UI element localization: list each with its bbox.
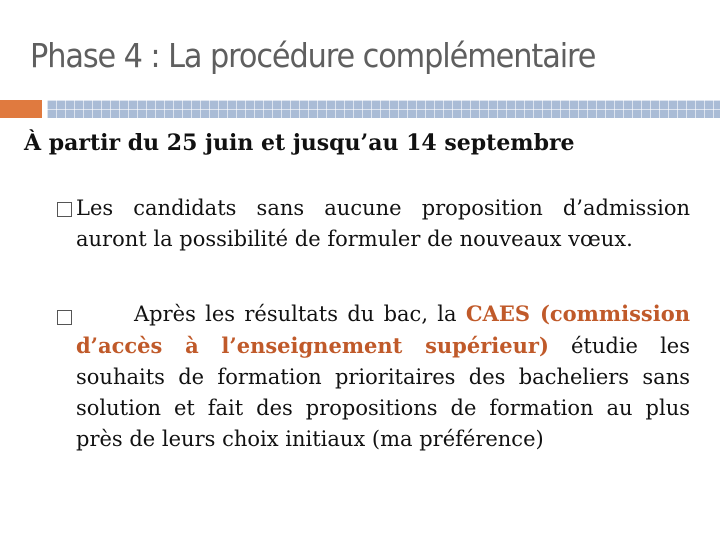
bullet-2-text	[76, 298, 690, 455]
accent-block	[0, 100, 42, 118]
accent-bar	[47, 100, 720, 118]
bullet-2-rest: étudie les souhaits de formation prioritaires des bacheliers sans solution et fait des propositions de formation au plus près de leurs choix initiaux (ma préférence)	[76, 334, 690, 451]
bullet-2-checkbox-icon	[57, 310, 72, 325]
bullet-1-checkbox-icon	[57, 202, 72, 217]
bullet-2-intro: Après les résultats du bac, la	[134, 302, 466, 326]
slide-subtitle: À partir du 25 juin et jusqu’au 14 septembre	[24, 130, 575, 156]
slide-title: Phase 4 : La procédure complémentaire	[30, 36, 596, 75]
bullet-2-highlight: CAES (commission d’accès à l’enseignement supérieur)	[76, 301, 690, 358]
bullet-1-text: Les candidats sans aucune proposition d’admission auront la possibilité de formuler de nouveaux vœux.	[76, 196, 690, 251]
